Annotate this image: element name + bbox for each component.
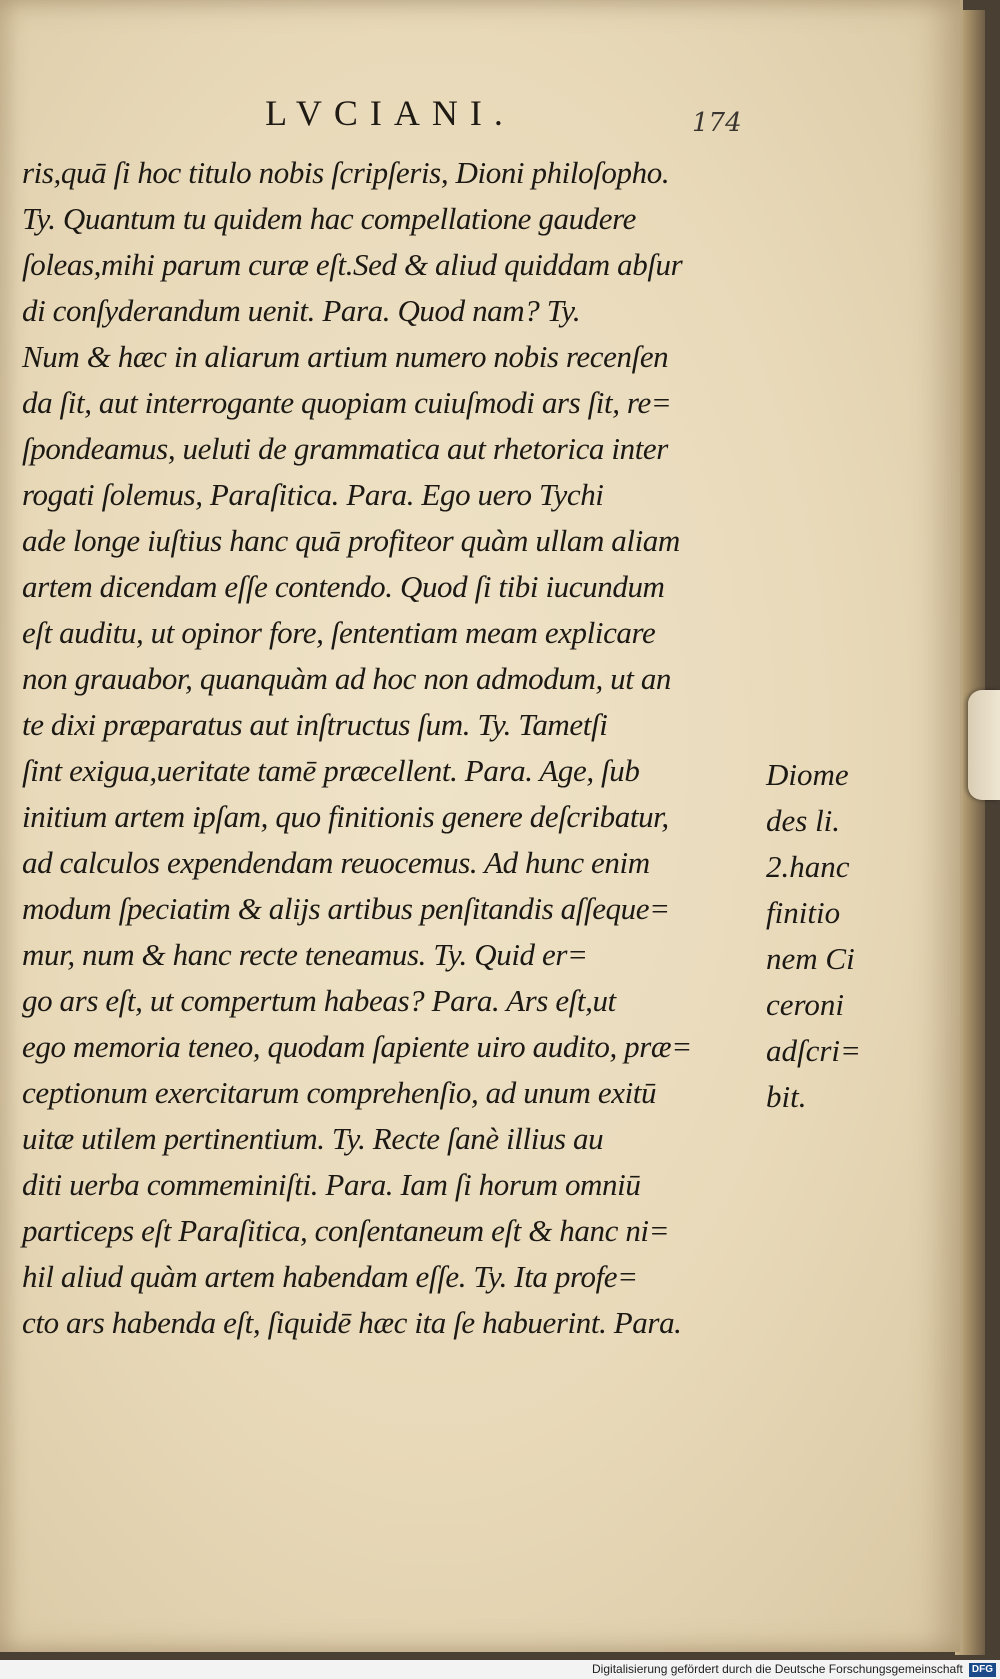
text-line: ceptionum exercitarum comprehenſio, ad unum exitū: [22, 1075, 657, 1110]
text-line: go ars eſt, ut compertum habeas? Para. Ars eſt,ut: [22, 983, 616, 1018]
text-line: rogati ſolemus, Paraſitica. Para. Ego uero Tychi: [22, 477, 604, 512]
margin-note-line: bit.: [766, 1079, 807, 1114]
text-line: hil aliud quàm artem habendam eſſe. Ty. Ita profe=: [22, 1259, 638, 1294]
text-line: Num & hæc in aliarum artium numero nobis recenſen: [22, 339, 669, 374]
text-line: cto ars habenda eſt, ſiquidē hæc ita ſe habuerint. Para.: [22, 1305, 682, 1340]
margin-note-line: des li.: [766, 803, 841, 838]
text-line: uitæ utilem pertinentium. Ty. Recte ſanè illius au: [22, 1121, 604, 1156]
text-line: initium artem ipſam, quo finitionis genere deſcribatur,: [22, 799, 669, 834]
text-line: da ſit, aut interrogante quopiam cuiuſmodi ars ſit, re=: [22, 385, 672, 420]
text-line: ade longe iuſtius hanc quā profiteor quàm ullam aliam: [22, 523, 680, 558]
text-line: ſoleas,mihi parum curæ eſt.Sed & aliud quiddam abſur: [22, 247, 683, 282]
text-line: te dixi præparatus aut inſtructus ſum. Ty. Tametſi: [22, 707, 608, 742]
text-line: modum ſpeciatim & alijs artibus penſitandis aſſeque=: [22, 891, 670, 926]
margin-note-line: nem Ci: [766, 941, 855, 976]
text-line: ſint exigua,ueritate tamē præcellent. Para. Age, ſub: [22, 753, 640, 788]
margin-note: [766, 752, 886, 1120]
folio-number: 174: [692, 108, 742, 138]
funding-footer: [0, 1660, 1000, 1679]
footer-text: Digitalisierung gefördert durch die Deutsche Forschungsgemeinschaft: [592, 1662, 963, 1676]
text-line: particeps eſt Paraſitica, conſentaneum eſt & hanc ni=: [22, 1213, 670, 1248]
dfg-logo-icon: DFG: [969, 1663, 996, 1677]
text-line: ego memoria teneo, quodam ſapiente uiro audito, præ=: [22, 1029, 692, 1064]
text-line: artem dicendam eſſe contendo. Quod ſi tibi iucundum: [22, 569, 665, 604]
margin-note-line: finitio: [766, 895, 841, 930]
body-text: [22, 150, 742, 1346]
page-marker-tab: [968, 690, 1000, 800]
text-line: non grauabor, quanquàm ad hoc non admodum, ut an: [22, 661, 672, 696]
text-line: ſpondeamus, ueluti de grammatica aut rhetorica inter: [22, 431, 668, 466]
text-line: ris,quā ſi hoc titulo nobis ſcripſeris, Dioni philoſopho.: [22, 155, 670, 190]
text-line: Ty. Quantum tu quidem hac compellatione gaudere: [22, 201, 637, 236]
margin-note-line: Diome: [766, 757, 849, 792]
margin-note-line: ceroni: [766, 987, 845, 1022]
text-line: eſt auditu, ut opinor fore, ſententiam meam explicare: [22, 615, 656, 650]
text-line: diti uerba commeminiſti. Para. Iam ſi horum omniū: [22, 1167, 641, 1202]
text-line: mur, num & hanc recte teneamus. Ty. Quid er=: [22, 937, 588, 972]
text-line: di conſyderandum uenit. Para. Quod nam? Ty.: [22, 293, 581, 328]
margin-note-line: adſcri=: [766, 1033, 861, 1068]
text-line: ad calculos expendendam reuocemus. Ad hunc enim: [22, 845, 650, 880]
running-head: LVCIANI.: [265, 93, 515, 133]
margin-note-line: 2.hanc: [766, 849, 850, 884]
